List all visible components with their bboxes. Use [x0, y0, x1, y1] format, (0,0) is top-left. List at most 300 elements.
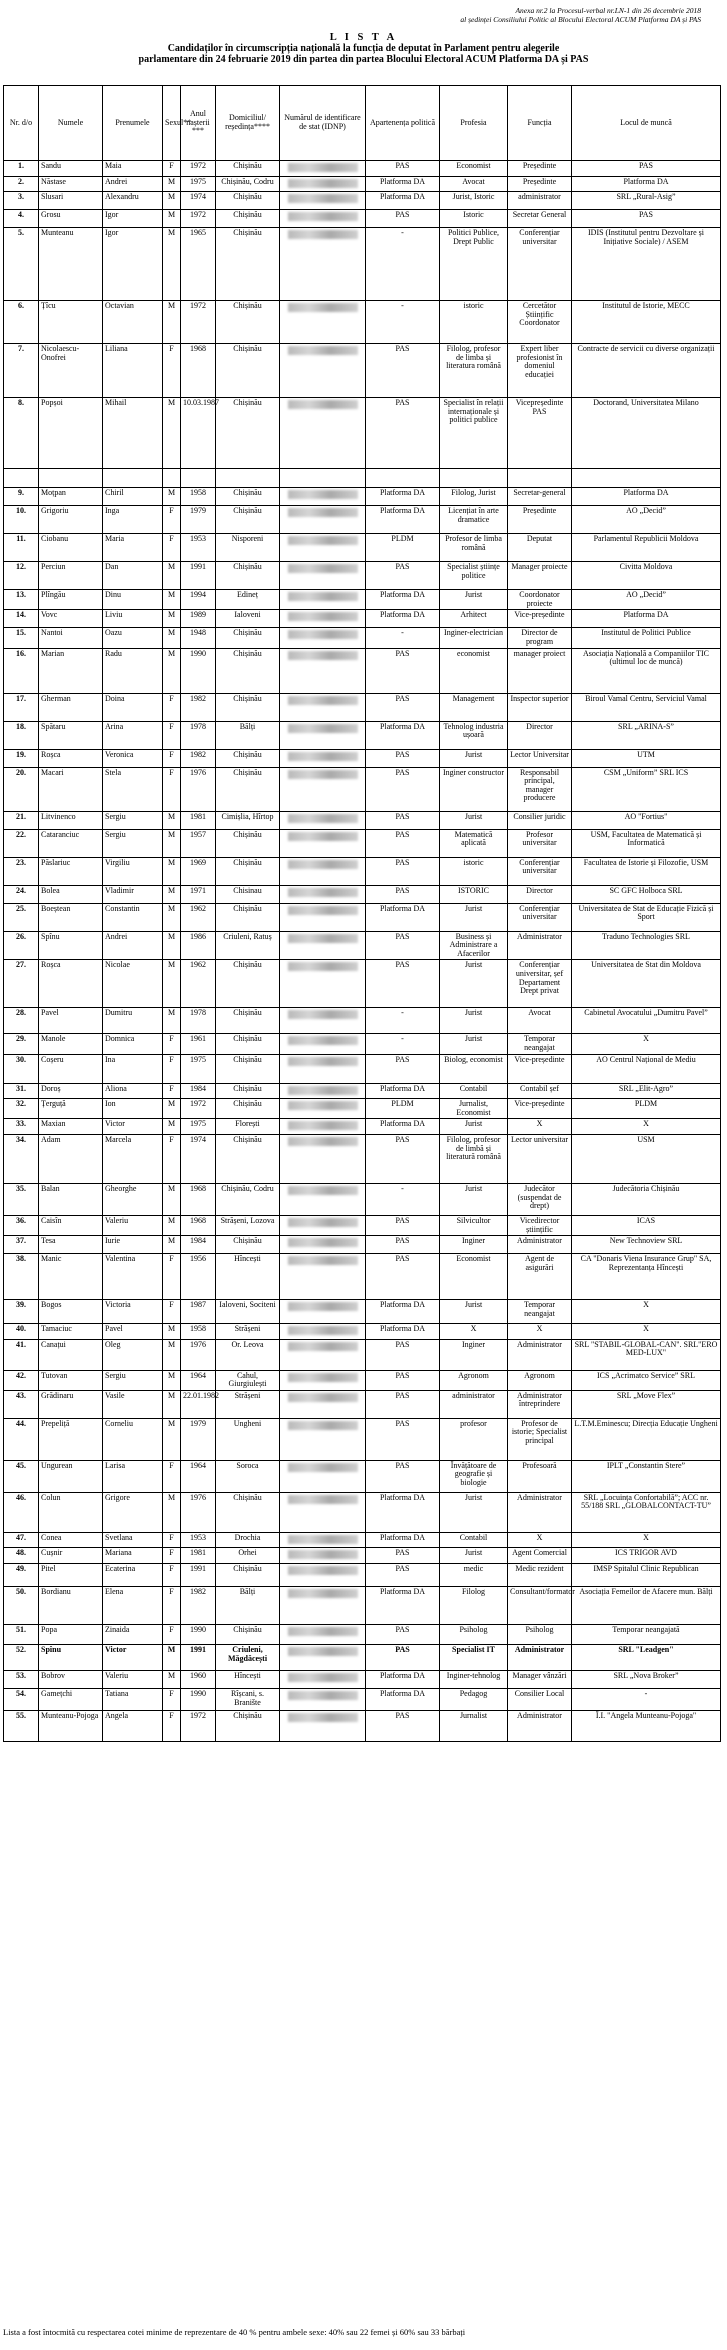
cell-apartenenta: - — [366, 1034, 440, 1054]
cell-functia: Medic rezident — [508, 1564, 572, 1587]
cell-idnp — [280, 931, 366, 960]
cell-loc-munca: X — [572, 1119, 721, 1135]
table-row — [4, 885, 721, 903]
cell-an: 1984 — [181, 1236, 216, 1254]
cell-prenume: Marcela — [103, 1134, 163, 1183]
cell-domiciliu: Chișinău — [216, 693, 280, 721]
cell-domiciliu: Drochia — [216, 1532, 280, 1548]
cell-sex: M — [163, 1215, 181, 1235]
cell-loc-munca: SRL "Leadgen" — [572, 1645, 721, 1671]
table-row — [4, 590, 721, 610]
header-apartenenta: Apartenența politică — [366, 86, 440, 161]
cell-nume: Pavel — [39, 1008, 103, 1034]
cell-domiciliu: Chișinău — [216, 398, 280, 469]
cell-nr: 31. — [4, 1083, 39, 1099]
cell-domiciliu: Chișinău — [216, 210, 280, 228]
cell-nr: 19. — [4, 749, 39, 767]
cell-domiciliu: Strășeni, Lozova — [216, 1215, 280, 1235]
cell-functia: Administrator — [508, 1711, 572, 1742]
cell-an: 1953 — [181, 1532, 216, 1548]
cell-prenume: Stela — [103, 767, 163, 811]
cell-profesia: Psiholog — [440, 1625, 508, 1645]
cell-nume: Manole — [39, 1034, 103, 1054]
cell-prenume: Victoria — [103, 1300, 163, 1324]
cell-nume: Conea — [39, 1532, 103, 1548]
cell-nume: Gherman — [39, 693, 103, 721]
cell-nr: 18. — [4, 721, 39, 749]
cell-loc-munca: Traduno Technologies SRL — [572, 931, 721, 960]
spacer-cell — [163, 469, 181, 488]
redacted-idnp — [288, 1101, 358, 1110]
cell-functia: Administrator — [508, 1645, 572, 1671]
table-row — [4, 811, 721, 829]
cell-an: 1972 — [181, 161, 216, 177]
cell-an: 1987 — [181, 1300, 216, 1324]
cell-functia: Manager vânzări — [508, 1671, 572, 1689]
cell-domiciliu: Hîncești — [216, 1671, 280, 1689]
cell-domiciliu: Chișinău — [216, 1034, 280, 1054]
cell-idnp — [280, 1492, 366, 1532]
cell-functia: Administrator — [508, 1236, 572, 1254]
cell-sex: M — [163, 1339, 181, 1370]
cell-domiciliu: Rîșcani, s. Branište — [216, 1689, 280, 1711]
cell-functia: Conferențiar universitar — [508, 903, 572, 931]
redacted-idnp — [288, 1036, 358, 1045]
cell-nume: Bordianu — [39, 1587, 103, 1625]
cell-nume: Tamaciuc — [39, 1324, 103, 1340]
cell-nr: 4. — [4, 210, 39, 228]
cell-profesia: Inginer-tehnolog — [440, 1671, 508, 1689]
cell-idnp — [280, 1236, 366, 1254]
cell-nr: 52. — [4, 1645, 39, 1671]
cell-apartenenta: PAS — [366, 1625, 440, 1645]
cell-domiciliu: Cimișlia, Hîrtop — [216, 811, 280, 829]
cell-domiciliu: Chișinău — [216, 1625, 280, 1645]
cell-loc-munca: ICS TRIGOR AVD — [572, 1548, 721, 1564]
title-line-1: Candidaților în circumscripția națională la funcția de deputat în Parlament pentru alegerile — [167, 43, 560, 54]
cell-apartenenta: PAS — [366, 1339, 440, 1370]
cell-profesia: Jurnalist, Economist — [440, 1099, 508, 1119]
cell-nume: Slusari — [39, 192, 103, 210]
table-row — [4, 1254, 721, 1300]
cell-nr: 44. — [4, 1418, 39, 1460]
cell-loc-munca: Asociația Femeilor de Afacere mun. Bălți — [572, 1587, 721, 1625]
cell-apartenenta: Platforma DA — [366, 1300, 440, 1324]
cell-prenume: Mihail — [103, 398, 163, 469]
redacted-idnp — [288, 724, 358, 733]
cell-nume: Popșoi — [39, 398, 103, 469]
table-row — [4, 161, 721, 177]
cell-idnp — [280, 1183, 366, 1215]
cell-functia: Vicepreședinte PAS — [508, 398, 572, 469]
cell-prenume: Ecaterina — [103, 1564, 163, 1587]
cell-profesia: Jurist — [440, 1300, 508, 1324]
cell-functia: manager proiect — [508, 648, 572, 693]
cell-domiciliu: Chișinău — [216, 903, 280, 931]
cell-an: 1976 — [181, 1339, 216, 1370]
cell-apartenenta: PAS — [366, 1390, 440, 1418]
cell-apartenenta: PAS — [366, 1564, 440, 1587]
cell-an: 1982 — [181, 693, 216, 721]
table-row — [4, 562, 721, 590]
cell-nr: 46. — [4, 1492, 39, 1532]
cell-idnp — [280, 534, 366, 562]
redacted-idnp — [288, 906, 358, 915]
cell-sex: M — [163, 1645, 181, 1671]
redacted-idnp — [288, 536, 358, 545]
cell-an: 1975 — [181, 1054, 216, 1083]
cell-domiciliu: Strășeni — [216, 1390, 280, 1418]
cell-an: 1961 — [181, 1034, 216, 1054]
cell-domiciliu: Hîncești — [216, 1254, 280, 1300]
redacted-idnp — [288, 934, 358, 943]
cell-profesia: X — [440, 1324, 508, 1340]
header-functia: Funcția — [508, 86, 572, 161]
cell-idnp — [280, 1418, 366, 1460]
cell-profesia: Învățătoare de geografie și biologie — [440, 1460, 508, 1492]
cell-profesia: Avocat — [440, 176, 508, 192]
cell-nr: 39. — [4, 1300, 39, 1324]
cell-prenume: Grigore — [103, 1492, 163, 1532]
cell-nume: Bogos — [39, 1300, 103, 1324]
cell-nr: 22. — [4, 829, 39, 857]
redacted-idnp — [288, 860, 358, 869]
cell-domiciliu: Chișinău — [216, 829, 280, 857]
cell-idnp — [280, 1564, 366, 1587]
table-row — [4, 721, 721, 749]
cell-loc-munca: IDIS (Institutul pentru Dezvoltare și Inițiative Sociale) / ASEM — [572, 228, 721, 301]
cell-idnp — [280, 488, 366, 506]
cell-functia: Temporar neangajat — [508, 1034, 572, 1054]
cell-nr: 8. — [4, 398, 39, 469]
cell-an: 1978 — [181, 1008, 216, 1034]
cell-profesia: Filolog — [440, 1587, 508, 1625]
cell-profesia: Jurnalist — [440, 1711, 508, 1742]
cell-profesia: Biolog, economist — [440, 1054, 508, 1083]
spacer-cell — [572, 469, 721, 488]
table-row — [4, 1119, 721, 1135]
cell-idnp — [280, 767, 366, 811]
cell-apartenenta: Platforma DA — [366, 176, 440, 192]
cell-loc-munca: Platforma DA — [572, 610, 721, 628]
table-row — [4, 1460, 721, 1492]
cell-prenume: Victor — [103, 1645, 163, 1671]
cell-an: 1978 — [181, 721, 216, 749]
cell-an: 1964 — [181, 1460, 216, 1492]
cell-nume: Spînu — [39, 931, 103, 960]
cell-domiciliu: Orhei — [216, 1548, 280, 1564]
cell-functia: Președinte — [508, 176, 572, 192]
cell-apartenenta: - — [366, 1183, 440, 1215]
cell-apartenenta: PAS — [366, 829, 440, 857]
cell-domiciliu: Chișinău — [216, 1711, 280, 1742]
redacted-idnp — [288, 1326, 358, 1335]
spacer-cell — [181, 469, 216, 488]
cell-profesia: Jurist — [440, 590, 508, 610]
cell-functia: Vicedirector științific — [508, 1215, 572, 1235]
cell-sex: M — [163, 1183, 181, 1215]
table-row — [4, 1183, 721, 1215]
cell-loc-munca: USM — [572, 1134, 721, 1183]
cell-idnp — [280, 1390, 366, 1418]
cell-functia: Consilier Local — [508, 1689, 572, 1711]
cell-functia: Conferențiar universitar, șef Departament Drept privat — [508, 960, 572, 1008]
cell-idnp — [280, 192, 366, 210]
cell-functia: Agent de asigurări — [508, 1254, 572, 1300]
cell-profesia: Jurist, Istoric — [440, 192, 508, 210]
spacer-cell — [440, 469, 508, 488]
cell-apartenenta: PAS — [366, 1370, 440, 1390]
cell-sex: F — [163, 1134, 181, 1183]
cell-an: 1976 — [181, 767, 216, 811]
redacted-idnp — [288, 1057, 358, 1066]
cell-nume: Nantoi — [39, 628, 103, 648]
cell-nr: 12. — [4, 562, 39, 590]
cell-loc-munca: Judecătoria Chișinău — [572, 1183, 721, 1215]
cell-profesia: Jurist — [440, 1119, 508, 1135]
table-row — [4, 1054, 721, 1083]
cell-sex: F — [163, 1564, 181, 1587]
table-row — [4, 610, 721, 628]
header-sex: Sexul** — [163, 86, 181, 161]
cell-idnp — [280, 811, 366, 829]
cell-nr: 2. — [4, 176, 39, 192]
cell-idnp — [280, 1119, 366, 1135]
cell-apartenenta: Platforma DA — [366, 488, 440, 506]
cell-apartenenta: Platforma DA — [366, 1324, 440, 1340]
cell-nr: 20. — [4, 767, 39, 811]
cell-idnp — [280, 1645, 366, 1671]
cell-loc-munca: Parlamentul Republicii Moldova — [572, 534, 721, 562]
cell-nume: Păslariuc — [39, 857, 103, 885]
cell-sex: M — [163, 1099, 181, 1119]
cell-prenume: Maia — [103, 161, 163, 177]
table-row — [4, 1492, 721, 1532]
redacted-idnp — [288, 592, 358, 601]
cell-domiciliu: Chișinău — [216, 1083, 280, 1099]
redacted-idnp — [288, 1393, 358, 1402]
spacer-cell — [103, 469, 163, 488]
cell-nr: 1. — [4, 161, 39, 177]
redacted-idnp — [288, 564, 358, 573]
cell-an: 1972 — [181, 1711, 216, 1742]
cell-idnp — [280, 1532, 366, 1548]
table-row — [4, 228, 721, 301]
cell-nume: Maxian — [39, 1119, 103, 1135]
cell-loc-munca: - — [572, 1689, 721, 1711]
cell-domiciliu: Or. Leova — [216, 1339, 280, 1370]
cell-idnp — [280, 1339, 366, 1370]
cell-apartenenta: PAS — [366, 1054, 440, 1083]
cell-an: 1972 — [181, 301, 216, 344]
cell-idnp — [280, 1254, 366, 1300]
cell-prenume: Sergiu — [103, 829, 163, 857]
table-row — [4, 506, 721, 534]
cell-sex: F — [163, 693, 181, 721]
cell-prenume: Dinu — [103, 590, 163, 610]
cell-loc-munca: IPLT „Constantin Stere” — [572, 1460, 721, 1492]
redacted-idnp — [288, 230, 358, 239]
cell-prenume: Andrei — [103, 931, 163, 960]
cell-an: 1984 — [181, 1083, 216, 1099]
cell-idnp — [280, 1370, 366, 1390]
cell-nume: Manic — [39, 1254, 103, 1300]
cell-an: 1968 — [181, 344, 216, 398]
cell-profesia: Inginer constructor — [440, 767, 508, 811]
cell-idnp — [280, 1215, 366, 1235]
cell-functia: Administrator — [508, 1339, 572, 1370]
cell-idnp — [280, 562, 366, 590]
cell-functia: Administrator întreprindere — [508, 1390, 572, 1418]
redacted-idnp — [288, 400, 358, 409]
cell-nr: 23. — [4, 857, 39, 885]
cell-nume: Balan — [39, 1183, 103, 1215]
title-main: L I S T A — [329, 32, 398, 43]
cell-an: 1975 — [181, 1119, 216, 1135]
table-row — [4, 1390, 721, 1418]
spacer-cell — [280, 469, 366, 488]
redacted-idnp — [288, 770, 358, 779]
table-row — [4, 1300, 721, 1324]
cell-domiciliu: Bălți — [216, 1587, 280, 1625]
cell-an: 1962 — [181, 903, 216, 931]
cell-nr: 36. — [4, 1215, 39, 1235]
cell-nume: Gamețchi — [39, 1689, 103, 1711]
cell-nume: Doroș — [39, 1083, 103, 1099]
cell-domiciliu: Chișinău — [216, 1564, 280, 1587]
cell-sex: F — [163, 344, 181, 398]
cell-nume: Perciun — [39, 562, 103, 590]
cell-idnp — [280, 1083, 366, 1099]
cell-domiciliu: Strășeni — [216, 1324, 280, 1340]
redacted-idnp — [288, 1010, 358, 1019]
cell-prenume: Liliana — [103, 344, 163, 398]
redacted-idnp — [288, 194, 358, 203]
cell-prenume: Chiril — [103, 488, 163, 506]
table-row — [4, 210, 721, 228]
cell-domiciliu: Chișinău — [216, 228, 280, 301]
cell-profesia: Silvicultor — [440, 1215, 508, 1235]
cell-sex: F — [163, 1300, 181, 1324]
cell-prenume: Inga — [103, 506, 163, 534]
cell-sex: M — [163, 857, 181, 885]
cell-loc-munca: UTM — [572, 749, 721, 767]
cell-nr: 35. — [4, 1183, 39, 1215]
cell-sex: F — [163, 161, 181, 177]
cell-idnp — [280, 1300, 366, 1324]
cell-nr: 32. — [4, 1099, 39, 1119]
table-row — [4, 176, 721, 192]
footnote: Lista a fost întocmită cu respectarea cotei minime de reprezentare de 40 % pentru ambele sexe: 40% sau 22 femei și 60% sau 33 bărbați — [3, 2327, 466, 2337]
spacer-cell — [39, 469, 103, 488]
cell-nr: 50. — [4, 1587, 39, 1625]
cell-idnp — [280, 1324, 366, 1340]
cell-sex: M — [163, 811, 181, 829]
table-row — [4, 1083, 721, 1099]
cell-functia: X — [508, 1119, 572, 1135]
cell-nr: 21. — [4, 811, 39, 829]
cell-profesia: Jurist — [440, 1008, 508, 1034]
cell-apartenenta: PAS — [366, 210, 440, 228]
redacted-idnp — [288, 612, 358, 621]
table-body — [4, 161, 721, 1742]
table-row — [4, 1324, 721, 1340]
cell-nr: 10. — [4, 506, 39, 534]
redacted-idnp — [288, 508, 358, 517]
cell-an: 1968 — [181, 1215, 216, 1235]
table-row — [4, 1532, 721, 1548]
cell-prenume: Valeriu — [103, 1215, 163, 1235]
cell-loc-munca: SRL „Rural-Asig” — [572, 192, 721, 210]
cell-apartenenta: PAS — [366, 767, 440, 811]
cell-prenume: Elena — [103, 1587, 163, 1625]
cell-profesia: Politici Publice, Drept Public — [440, 228, 508, 301]
cell-prenume: Octavian — [103, 301, 163, 344]
cell-prenume: Iurie — [103, 1236, 163, 1254]
cell-loc-munca: ICS „Acrimatco Service” SRL — [572, 1370, 721, 1390]
table-row — [4, 1548, 721, 1564]
cell-an: 1979 — [181, 506, 216, 534]
table-row — [4, 1099, 721, 1119]
cell-profesia: Jurist — [440, 1548, 508, 1564]
cell-idnp — [280, 628, 366, 648]
spacer-cell — [508, 469, 572, 488]
cell-an: 1974 — [181, 1134, 216, 1183]
cell-nr: 30. — [4, 1054, 39, 1083]
redacted-idnp — [288, 1342, 358, 1351]
document-title — [0, 32, 727, 65]
cell-sex: M — [163, 1370, 181, 1390]
cell-an: 1991 — [181, 562, 216, 590]
cell-profesia: Economist — [440, 161, 508, 177]
cell-nume: Marian — [39, 648, 103, 693]
cell-sex: M — [163, 228, 181, 301]
cell-nume: Țerguță — [39, 1099, 103, 1119]
cell-nr: 47. — [4, 1532, 39, 1548]
redacted-idnp — [288, 1186, 358, 1195]
cell-sex: F — [163, 534, 181, 562]
cell-sex: M — [163, 1236, 181, 1254]
cell-functia: Administrator — [508, 1492, 572, 1532]
cell-profesia: administrator — [440, 1390, 508, 1418]
cell-loc-munca: CSM „Uniform” SRL ICS — [572, 767, 721, 811]
table-row — [4, 693, 721, 721]
cell-sex: M — [163, 1119, 181, 1135]
cell-apartenenta: Platforma DA — [366, 590, 440, 610]
cell-sex: F — [163, 721, 181, 749]
cell-profesia: profesor — [440, 1418, 508, 1460]
cell-prenume: Aliona — [103, 1083, 163, 1099]
cell-apartenenta: Platforma DA — [366, 903, 440, 931]
redacted-idnp — [288, 303, 358, 312]
cell-domiciliu: Chișinău — [216, 1134, 280, 1183]
cell-nr: 54. — [4, 1689, 39, 1711]
redacted-idnp — [288, 1218, 358, 1227]
cell-nume: Cușnir — [39, 1548, 103, 1564]
table-row — [4, 1671, 721, 1689]
cell-an: 1958 — [181, 1324, 216, 1340]
cell-nr: 13. — [4, 590, 39, 610]
redacted-idnp — [288, 1535, 358, 1544]
table-row — [4, 1689, 721, 1711]
redacted-idnp — [288, 179, 358, 188]
cell-nume: Nicolaescu-Onofrei — [39, 344, 103, 398]
cell-profesia: Economist — [440, 1254, 508, 1300]
cell-prenume: Igor — [103, 228, 163, 301]
cell-nume: Grigoriu — [39, 506, 103, 534]
cell-nr: 38. — [4, 1254, 39, 1300]
cell-prenume: Pavel — [103, 1324, 163, 1340]
